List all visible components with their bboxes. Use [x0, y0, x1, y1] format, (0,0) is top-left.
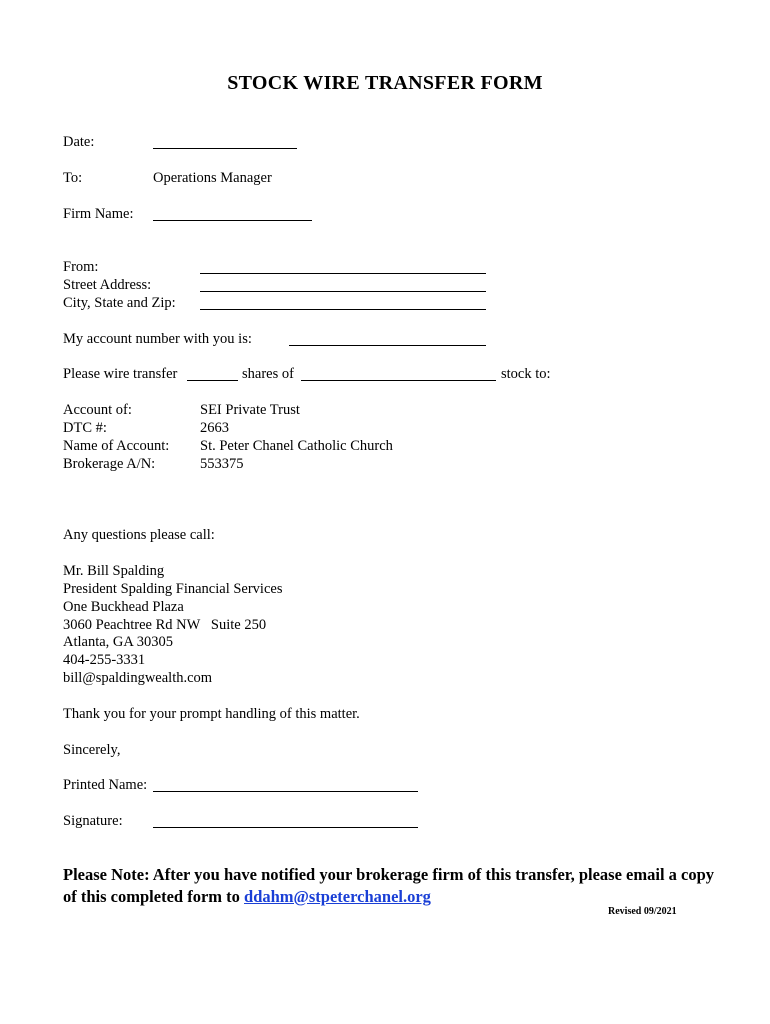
printed-name-field[interactable]	[153, 791, 418, 792]
email-link[interactable]: ddahm@stpeterchanel.org	[244, 887, 431, 906]
questions-intro: Any questions please call:	[63, 527, 215, 543]
contact-line: Mr. Bill Spalding	[63, 563, 165, 579]
street-address-label: Street Address:	[63, 277, 152, 293]
contact-line: One Buckhead Plaza	[63, 599, 184, 615]
account-of-value: SEI Private Trust	[200, 402, 300, 418]
contact-line: 3060 Peachtree Rd NW Suite 250	[63, 617, 267, 633]
transfer-text-1: Please wire transfer	[63, 366, 178, 382]
to-label: To:	[63, 170, 83, 186]
firm-name-label: Firm Name:	[63, 206, 134, 222]
printed-name-label: Printed Name:	[63, 777, 148, 793]
from-field[interactable]	[200, 273, 486, 274]
dtc-label: DTC #:	[63, 420, 107, 436]
date-label: Date:	[63, 134, 95, 150]
thanks-text: Thank you for your prompt handling of this matter.	[63, 706, 360, 722]
firm-name-field[interactable]	[153, 220, 312, 221]
transfer-text-3: stock to:	[501, 366, 551, 382]
account-name-value: St. Peter Chanel Catholic Church	[200, 438, 393, 454]
date-field[interactable]	[153, 148, 297, 149]
note-text: Please Note: After you have notified your brokerage firm of this transfer, please email a copy of this completed form to	[63, 865, 715, 906]
account-number-label: My account number with you is:	[63, 331, 252, 347]
street-address-field[interactable]	[200, 291, 486, 292]
contact-line: Atlanta, GA 30305	[63, 634, 173, 650]
transfer-text-2: shares of	[242, 366, 294, 382]
brokerage-label: Brokerage A/N:	[63, 456, 156, 472]
account-number-field[interactable]	[289, 345, 486, 346]
dtc-value: 2663	[200, 420, 229, 436]
contact-line: 404-255-3331	[63, 652, 146, 668]
signature-label: Signature:	[63, 813, 123, 829]
account-name-label: Name of Account:	[63, 438, 170, 454]
city-state-zip-field[interactable]	[200, 309, 486, 310]
sincerely-text: Sincerely,	[63, 742, 121, 758]
contact-line: President Spalding Financial Services	[63, 581, 283, 597]
from-label: From:	[63, 259, 99, 275]
stock-name-field[interactable]	[301, 380, 496, 381]
to-value: Operations Manager	[153, 170, 272, 186]
revised-date: Revised 09/2021	[608, 906, 677, 917]
city-state-zip-label: City, State and Zip:	[63, 295, 176, 311]
account-of-label: Account of:	[63, 402, 132, 418]
shares-quantity-field[interactable]	[187, 380, 238, 381]
contact-email: bill@spaldingwealth.com	[63, 670, 213, 686]
please-note	[63, 864, 723, 908]
form-title: STOCK WIRE TRANSFER FORM	[227, 72, 543, 94]
brokerage-value: 553375	[200, 456, 244, 472]
signature-field[interactable]	[153, 827, 418, 828]
